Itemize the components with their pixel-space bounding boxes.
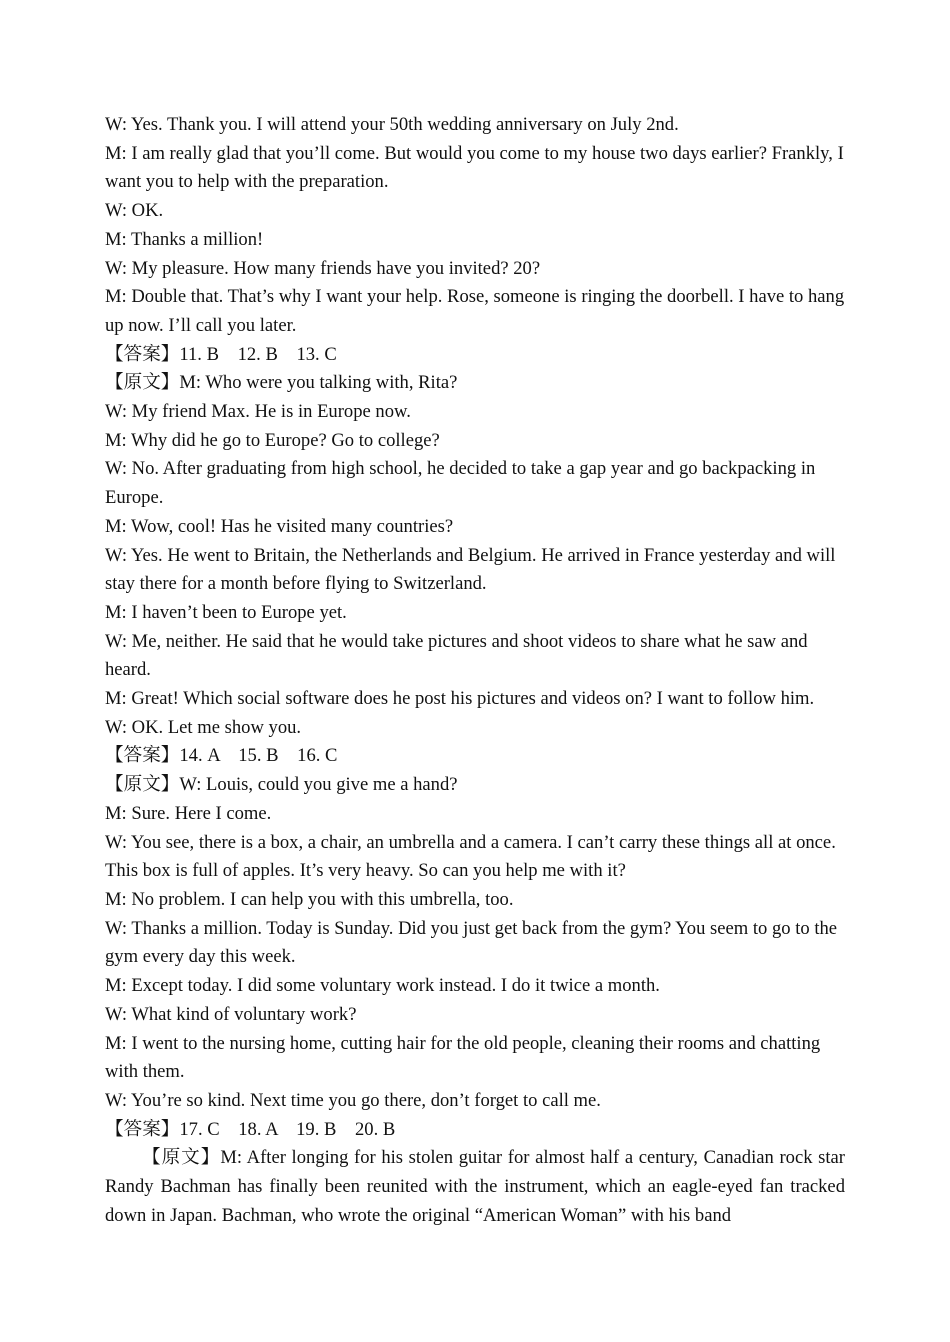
transcript-heading-line: 【原文】M: Who were you talking with, Rita? — [105, 372, 458, 394]
dialogue-line: W: My friend Max. He is in Europe now. — [105, 401, 411, 423]
dialogue-line: M: Sure. Here I come. — [105, 802, 272, 824]
dialogue-line: W: OK. — [105, 200, 164, 222]
dialogue-line: W: Me, neither. He said that he would take pictures and shoot videos to share what he saw and heard. — [105, 630, 808, 681]
dialogue-line: M: Double that. That’s why I want your help. Rose, someone is ringing the doorbell. I have to hang up now. I’ll call you later. — [105, 286, 845, 336]
answer-line: 【答案】11. B 12. B 13. C — [105, 343, 337, 365]
dialogue-line: W: OK. Let me show you. — [105, 716, 302, 738]
transcript-heading-line: 【原文】W: Louis, could you give me a hand? — [105, 774, 458, 796]
dialogue-line: M: I haven’t been to Europe yet. — [105, 601, 347, 623]
dialogue-line: M: Why did he go to Europe? Go to college? — [105, 429, 440, 451]
dialogue-line: M: I am really glad that you’ll come. But would you come to my house two days earlier? Frankly, I want you to help with the preparation. — [105, 142, 844, 193]
dialogue-line: W: You see, there is a box, a chair, an umbrella and a camera. I can’t carry these things all at once. This box is full of apples. It’s very heavy. So can you help me with it? — [105, 831, 836, 882]
dialogue-line: M: I went to the nursing home, cutting hair for the old people, cleaning their rooms and chatting with them. — [105, 1032, 821, 1083]
dialogue-line: M: Except today. I did some voluntary work instead. I do it twice a month. — [105, 975, 660, 997]
dialogue-line: W: Yes. He went to Britain, the Netherlands and Belgium. He arrived in France yesterday and will stay there for a month before flying to Switzerland. — [105, 544, 836, 595]
dialogue-line: W: Yes. Thank you. I will attend your 50th wedding anniversary on July 2nd. — [105, 114, 679, 135]
document-page — [105, 111, 845, 1230]
dialogue-line: M: No problem. I can help you with this umbrella, too. — [105, 888, 514, 910]
answer-line: 【答案】14. A 15. B 16. C — [105, 745, 338, 767]
answer-line: 【答案】17. C 18. A 19. B 20. B — [105, 1118, 396, 1140]
final-paragraph: 【原文】M: After longing for his stolen guitar for almost half a century, Canadian rock star Randy Bachman has finally been reunited with the instrument, which an eagle-eyed fan tracked down in Japan. Bachman, who wrote the original “American Woman” with his band — [105, 1147, 845, 1226]
dialogue-line: W: What kind of voluntary work? — [105, 1003, 357, 1025]
dialogue-line: W: You’re so kind. Next time you go there, don’t forget to call me. — [105, 1089, 601, 1111]
dialogue-line: W: Thanks a million. Today is Sunday. Did you just get back from the gym? You seem to go to the gym every day this week. — [105, 917, 838, 968]
dialogue-line: M: Thanks a million! — [105, 228, 264, 250]
dialogue-line: M: Great! Which social software does he post his pictures and videos on? I want to follow him. — [105, 688, 815, 710]
dialogue-line: W: No. After graduating from high school, he decided to take a gap year and go backpacking in Europe. — [105, 458, 816, 509]
transcript-body — [105, 111, 845, 1144]
dialogue-line: M: Wow, cool! Has he visited many countries? — [105, 515, 454, 537]
dialogue-line: W: My pleasure. How many friends have you invited? 20? — [105, 257, 541, 279]
